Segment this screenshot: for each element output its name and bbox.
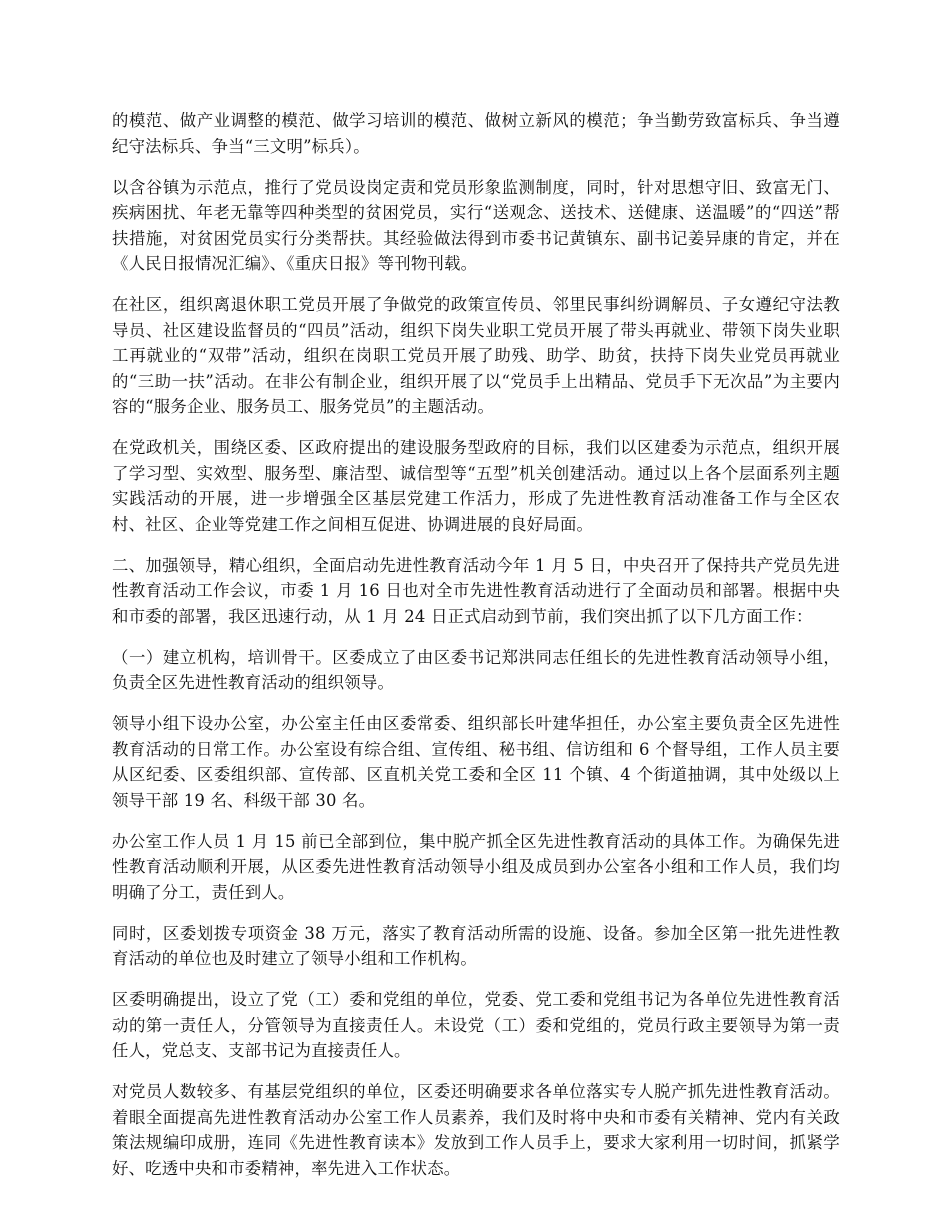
paragraph-11: 对党员人数较多、有基层党组织的单位，区委还明确要求各单位落实专人脱产抓先进性教育活动。着眼全面提高先进性教育活动办公室工作人员素养，我们及时将中央和市委有关精神、党内有关政策法规编印成册，连同《先进性教育读本》发放到工作人员手上，要求大家利用一切时间，抓紧学好、吃透中央和市委精神，率先进入工作状态。: [112, 1082, 840, 1178]
paragraph-2: 以含谷镇为示范点，推行了党员设岗定责和党员形象监测制度，同时，针对思想守旧、致富无门、疾病困扰、年老无靠等四种类型的贫困党员，实行“送观念、送技术、送健康、送温暖”的“四送”帮扶措施，对贫困党员实行分类帮扶。其经验做法得到市委书记黄镇东、副书记姜异康的肯定，并在《人民日报情况汇编》、《重庆日报》等刊物刊载。: [112, 177, 840, 273]
paragraph-1: 的模范、做产业调整的模范、做学习培训的模范、做树立新风的模范；争当勤劳致富标兵、争当遵纪守法标兵、争当“三文明”标兵）。: [112, 111, 840, 156]
paragraph-7: 领导小组下设办公室，办公室主任由区委常委、组织部长叶建华担任，办公室主要负责全区先进性教育活动的日常工作。办公室设有综合组、宣传组、秘书组、信访组和 6 个督导组，工作人员主要从区纪委、区委组织部、宣传部、区直机关党工委和全区 11 个镇、4 个街道抽调，其中处级以上领导干部 19 名、科级干部 30 名。: [112, 714, 840, 810]
paragraph-9: 同时，区委划拨专项资金 38 万元，落实了教育活动所需的设施、设备。参加全区第一批先进性教育活动的单位也及时建立了领导小组和工作机构。: [112, 923, 840, 968]
paragraph-4: 在党政机关，围绕区委、区政府提出的建设服务型政府的目标，我们以区建委为示范点，组织开展了学习型、实效型、服务型、廉洁型、诚信型等“五型”机关创建活动。通过以上各个层面系列主题实践活动的开展，进一步增强全区基层党建工作活力，形成了先进性教育活动准备工作与全区农村、社区、企业等党建工作之间相互促进、协调进展的良好局面。: [112, 438, 840, 534]
paragraph-6: （一）建立机构，培训骨干。区委成立了由区委书记郑洪同志任组长的先进性教育活动领导小组，负责全区先进性教育活动的组织领导。: [112, 647, 840, 692]
paragraph-5: 二、加强领导，精心组织，全面启动先进性教育活动今年 1 月 5 日，中央召开了保持共产党员先进性教育活动工作会议，市委 1 月 16 日也对全市先进性教育活动进行了全面动员和部署。根据中央和市委的部署，我区迅速行动，从 1 月 24 日正式启动到节前，我们突出抓了以下几方面工作：: [112, 555, 840, 626]
document-body: [112, 108, 840, 1197]
paragraph-10: 区委明确提出，设立了党（工）委和党组的单位，党委、党工委和党组书记为各单位先进性教育活动的第一责任人，分管领导为直接责任人。未设党（工）委和党组的，党员行政主要领导为第一责任人，党总支、支部书记为直接责任人。: [112, 990, 840, 1060]
paragraph-3: 在社区，组织离退休职工党员开展了争做党的政策宣传员、邻里民事纠纷调解员、子女遵纪守法教导员、社区建设监督员的“四员”活动，组织下岗失业职工党员开展了带头再就业、带领下岗失业职工再就业的“双带”活动，组织在岗职工党员开展了助残、助学、助贫，扶持下岗失业党员再就业的“三助一扶”活动。在非公有制企业，组织开展了以“党员手上出精品、党员手下无次品”为主要内容的“服务企业、服务员工、服务党员”的主题活动。: [112, 295, 840, 416]
paragraph-8: 办公室工作人员 1 月 15 前已全部到位，集中脱产抓全区先进性教育活动的具体工作。为确保先进性教育活动顺利开展，从区委先进性教育活动领导小组及成员到办公室各小组和工作人员，我们均明确了分工，责任到人。: [112, 831, 840, 902]
